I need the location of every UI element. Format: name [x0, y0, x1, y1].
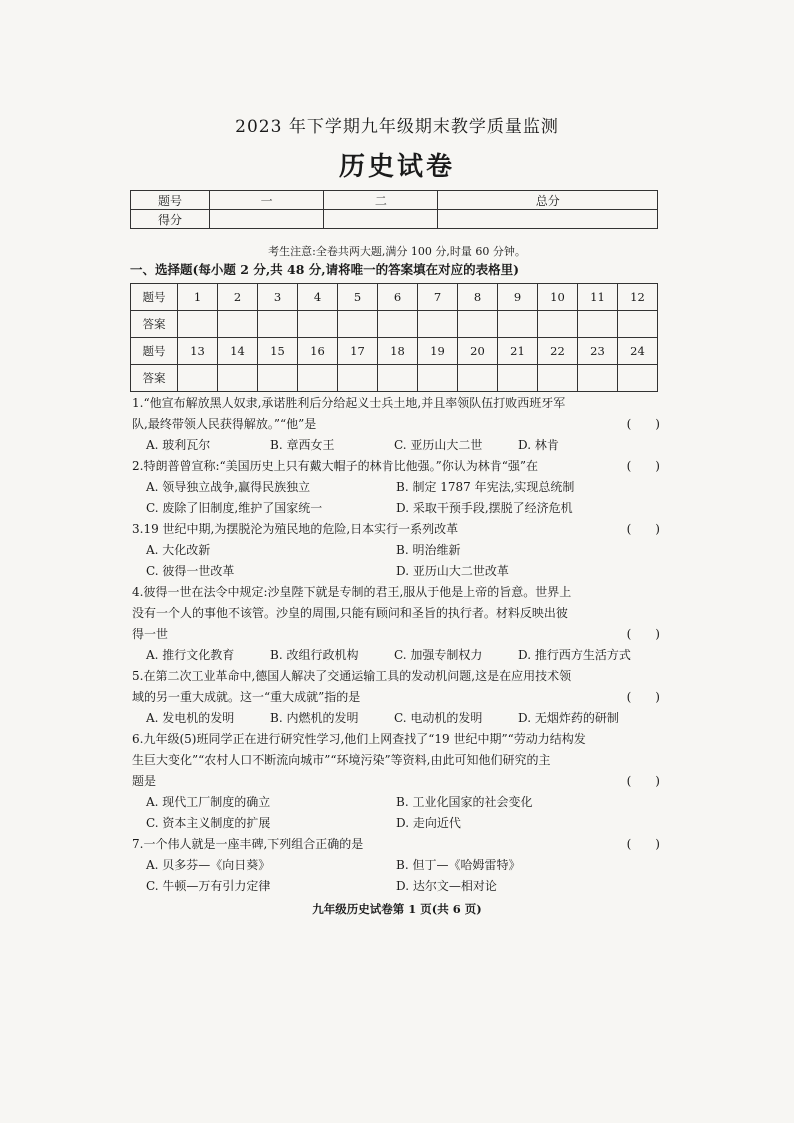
question-7-options-row-2 — [132, 876, 660, 897]
answer-table-number: 6 — [378, 284, 418, 311]
answer-cell[interactable] — [538, 365, 578, 392]
answer-cell[interactable] — [498, 365, 538, 392]
question-2-options-row-2 — [132, 498, 660, 519]
subject-title: 历史试卷 — [338, 152, 455, 182]
score-table-cell: 总分 — [438, 191, 658, 210]
option-a[interactable]: A. 大化改新 — [146, 543, 211, 557]
exam-notice: 考生注意:全卷共两大题,满分 100 分,时量 60 分钟。 — [268, 245, 526, 258]
answer-cell[interactable] — [298, 365, 338, 392]
answer-table-label: 答案 — [131, 365, 178, 392]
answer-cell[interactable] — [498, 311, 538, 338]
answer-table-number: 4 — [298, 284, 338, 311]
exam-title: 2023 年下学期九年级期末教学质量监测 — [235, 117, 559, 137]
answer-table-number: 12 — [618, 284, 658, 311]
question-3-options-row-1 — [132, 540, 660, 561]
question-6-stem: 6.九年级(5)班同学正在进行研究性学习,他们上网查找了“19 世纪中期”“劳动力结构发 — [132, 732, 586, 746]
score-table-cell — [324, 210, 438, 229]
option-a[interactable]: A. 领导独立战争,赢得民族独立 — [146, 480, 311, 494]
question-2-stem-line — [132, 456, 660, 477]
option-d[interactable]: D. 采取干预手段,摆脱了经济危机 — [396, 501, 573, 515]
question-1-options — [132, 435, 660, 456]
answer-cell[interactable] — [578, 311, 618, 338]
question-7-stem-line — [132, 834, 660, 855]
answer-table-number: 5 — [338, 284, 378, 311]
option-d[interactable]: D. 无烟炸药的研制 — [518, 711, 619, 725]
answer-cell[interactable] — [618, 311, 658, 338]
answer-cell[interactable] — [218, 365, 258, 392]
question-6-options-row-2 — [132, 813, 660, 834]
answer-table-number: 23 — [578, 338, 618, 365]
score-table-cell — [210, 210, 324, 229]
question-7-stem-text: 7.一个伟人就是一座丰碑,下列组合正确的是 — [132, 837, 364, 851]
answer-table-number-row — [131, 284, 658, 311]
question-6-stem: 生巨大变化”“农村人口不断流向城市”“环境污染”等资料,由此可知他们研究的主 — [132, 753, 551, 767]
answer-table-number: 19 — [418, 338, 458, 365]
answer-table-number: 3 — [258, 284, 298, 311]
answer-table-label: 答案 — [131, 311, 178, 338]
answer-table-label: 题号 — [131, 338, 178, 365]
answer-cell[interactable] — [618, 365, 658, 392]
answer-bracket[interactable]: ( ) — [626, 417, 660, 431]
question-1-stem-text: 队,最终带领人民获得解放。”“他”是 — [132, 417, 317, 431]
answer-cell[interactable] — [258, 311, 298, 338]
answer-cell[interactable] — [258, 365, 298, 392]
question-1-stem: 1.“他宣布解放黑人奴隶,承诺胜利后分给起义士兵土地,并且率领队伍打败西班牙军 — [132, 396, 566, 410]
answer-bracket[interactable]: ( ) — [626, 837, 660, 851]
option-a[interactable]: A. 贝多芬—《向日葵》 — [146, 858, 271, 872]
answer-table-number: 20 — [458, 338, 498, 365]
option-b[interactable]: B. 明治维新 — [396, 543, 461, 557]
answer-table-number: 13 — [178, 338, 218, 365]
answer-cell[interactable] — [418, 365, 458, 392]
answer-table-number: 18 — [378, 338, 418, 365]
question-2-options-row-1 — [132, 477, 660, 498]
answer-table-number: 15 — [258, 338, 298, 365]
question-3-stem-line — [132, 519, 660, 540]
answer-table-number-row — [131, 338, 658, 365]
answer-table-number: 7 — [418, 284, 458, 311]
question-4-options — [132, 645, 660, 666]
answer-cell[interactable] — [298, 311, 338, 338]
answer-cell[interactable] — [178, 311, 218, 338]
answer-cell[interactable] — [458, 365, 498, 392]
option-b[interactable]: B. 工业化国家的社会变化 — [396, 795, 533, 809]
answer-table-number: 24 — [618, 338, 658, 365]
answer-table-number: 21 — [498, 338, 538, 365]
answer-table-number: 1 — [178, 284, 218, 311]
answer-cell[interactable] — [218, 311, 258, 338]
page-footer: 九年级历史试卷第 1 页(共 6 页) — [312, 902, 482, 916]
score-table-cell — [438, 210, 658, 229]
score-table — [130, 190, 658, 229]
answer-bracket[interactable]: ( ) — [626, 774, 660, 788]
score-table-score-row — [131, 210, 658, 229]
option-b[interactable]: B. 但丁—《哈姆雷特》 — [396, 858, 521, 872]
option-a[interactable]: A. 发电机的发明 — [146, 711, 235, 725]
question-list — [132, 393, 660, 897]
question-6-stem-line — [132, 771, 660, 792]
question-3-stem-text: 3.19 世纪中期,为摆脱沦为殖民地的危险,日本实行一系列改革 — [132, 522, 459, 536]
answer-table-number: 22 — [538, 338, 578, 365]
option-b[interactable]: B. 章西女王 — [270, 438, 335, 452]
answer-cell[interactable] — [538, 311, 578, 338]
answer-cell[interactable] — [338, 311, 378, 338]
question-4-stem-text: 得一世 — [132, 627, 169, 641]
score-table-cell: 得分 — [131, 210, 210, 229]
score-table-cell: 题号 — [131, 191, 210, 210]
answer-table-number: 2 — [218, 284, 258, 311]
question-4-stem: 4.彼得一世在法令中规定:沙皇陛下就是专制的君王,服从于他是上帝的旨意。世界上 — [132, 585, 572, 599]
option-b[interactable]: B. 改组行政机构 — [270, 648, 359, 662]
answer-table-number: 14 — [218, 338, 258, 365]
question-6-stem-text: 题是 — [132, 774, 157, 788]
question-6-options-row-1 — [132, 792, 660, 813]
option-c[interactable]: C. 亚历山大二世 — [394, 438, 483, 452]
question-1-stem-line — [132, 414, 660, 435]
option-c[interactable]: C. 废除了旧制度,维护了国家统一 — [146, 501, 323, 515]
score-table-cell: 二 — [324, 191, 438, 210]
answer-bracket[interactable]: ( ) — [626, 459, 660, 473]
option-c[interactable]: C. 资本主义制度的扩展 — [146, 816, 271, 830]
answer-table-number: 10 — [538, 284, 578, 311]
answer-table-number: 9 — [498, 284, 538, 311]
answer-table-answer-row — [131, 311, 658, 338]
option-d[interactable]: D. 走向近代 — [396, 816, 461, 830]
question-3-options-row-2 — [132, 561, 660, 582]
answer-table-number: 17 — [338, 338, 378, 365]
option-b[interactable]: B. 内燃机的发明 — [270, 711, 359, 725]
option-c[interactable]: C. 电动机的发明 — [394, 711, 483, 725]
option-a[interactable]: A. 现代工厂制度的确立 — [146, 795, 271, 809]
answer-table-number: 16 — [298, 338, 338, 365]
answer-cell[interactable] — [578, 365, 618, 392]
answer-table-label: 题号 — [131, 284, 178, 311]
score-table-header-row — [131, 191, 658, 210]
option-d[interactable]: D. 林肯 — [518, 438, 559, 452]
answer-cell[interactable] — [178, 365, 218, 392]
score-table-cell: 一 — [210, 191, 324, 210]
option-d[interactable]: D. 推行西方生活方式 — [518, 648, 631, 662]
answer-bracket[interactable]: ( ) — [626, 627, 660, 641]
question-7-options-row-1 — [132, 855, 660, 876]
answer-table-number: 8 — [458, 284, 498, 311]
answer-table-answer-row — [131, 365, 658, 392]
option-c[interactable]: C. 加强专制权力 — [394, 648, 483, 662]
question-4-stem-line — [132, 624, 660, 645]
answer-cell[interactable] — [418, 311, 458, 338]
option-a[interactable]: A. 推行文化教育 — [146, 648, 235, 662]
question-5-stem-line — [132, 687, 660, 708]
question-5-stem-text: 域的另一重大成就。这一“重大成就”指的是 — [132, 690, 361, 704]
answer-bracket[interactable]: ( ) — [626, 522, 660, 536]
option-b[interactable]: B. 制定 1787 年宪法,实现总统制 — [396, 480, 575, 494]
question-2-stem-text: 2.特朗普曾宣称:“美国历史上只有戴大帽子的林肯比他强。”你认为林肯“强”在 — [132, 459, 539, 473]
question-5-stem: 5.在第二次工业革命中,德国人解决了交通运输工具的发动机问题,这是在应用技术领 — [132, 669, 572, 683]
answer-bracket[interactable]: ( ) — [626, 690, 660, 704]
answer-cell[interactable] — [458, 311, 498, 338]
option-a[interactable]: A. 玻利瓦尔 — [146, 438, 211, 452]
option-c[interactable]: C. 牛顿—万有引力定律 — [146, 879, 271, 893]
option-d[interactable]: D. 达尔文—相对论 — [396, 879, 497, 893]
answer-cell[interactable] — [338, 365, 378, 392]
section-heading: 一、选择题(每小题 2 分,共 48 分,请将唯一的答案填在对应的表格里) — [130, 262, 520, 277]
question-5-options — [132, 708, 660, 729]
answer-table — [130, 283, 658, 392]
answer-table-number: 11 — [578, 284, 618, 311]
answer-cell[interactable] — [378, 311, 418, 338]
answer-cell[interactable] — [378, 365, 418, 392]
option-d[interactable]: D. 亚历山大二世改革 — [396, 564, 509, 578]
option-c[interactable]: C. 彼得一世改革 — [146, 564, 235, 578]
question-4-stem: 没有一个人的事他不该管。沙皇的周围,只能有顾问和圣旨的执行者。材料反映出彼 — [132, 606, 568, 620]
